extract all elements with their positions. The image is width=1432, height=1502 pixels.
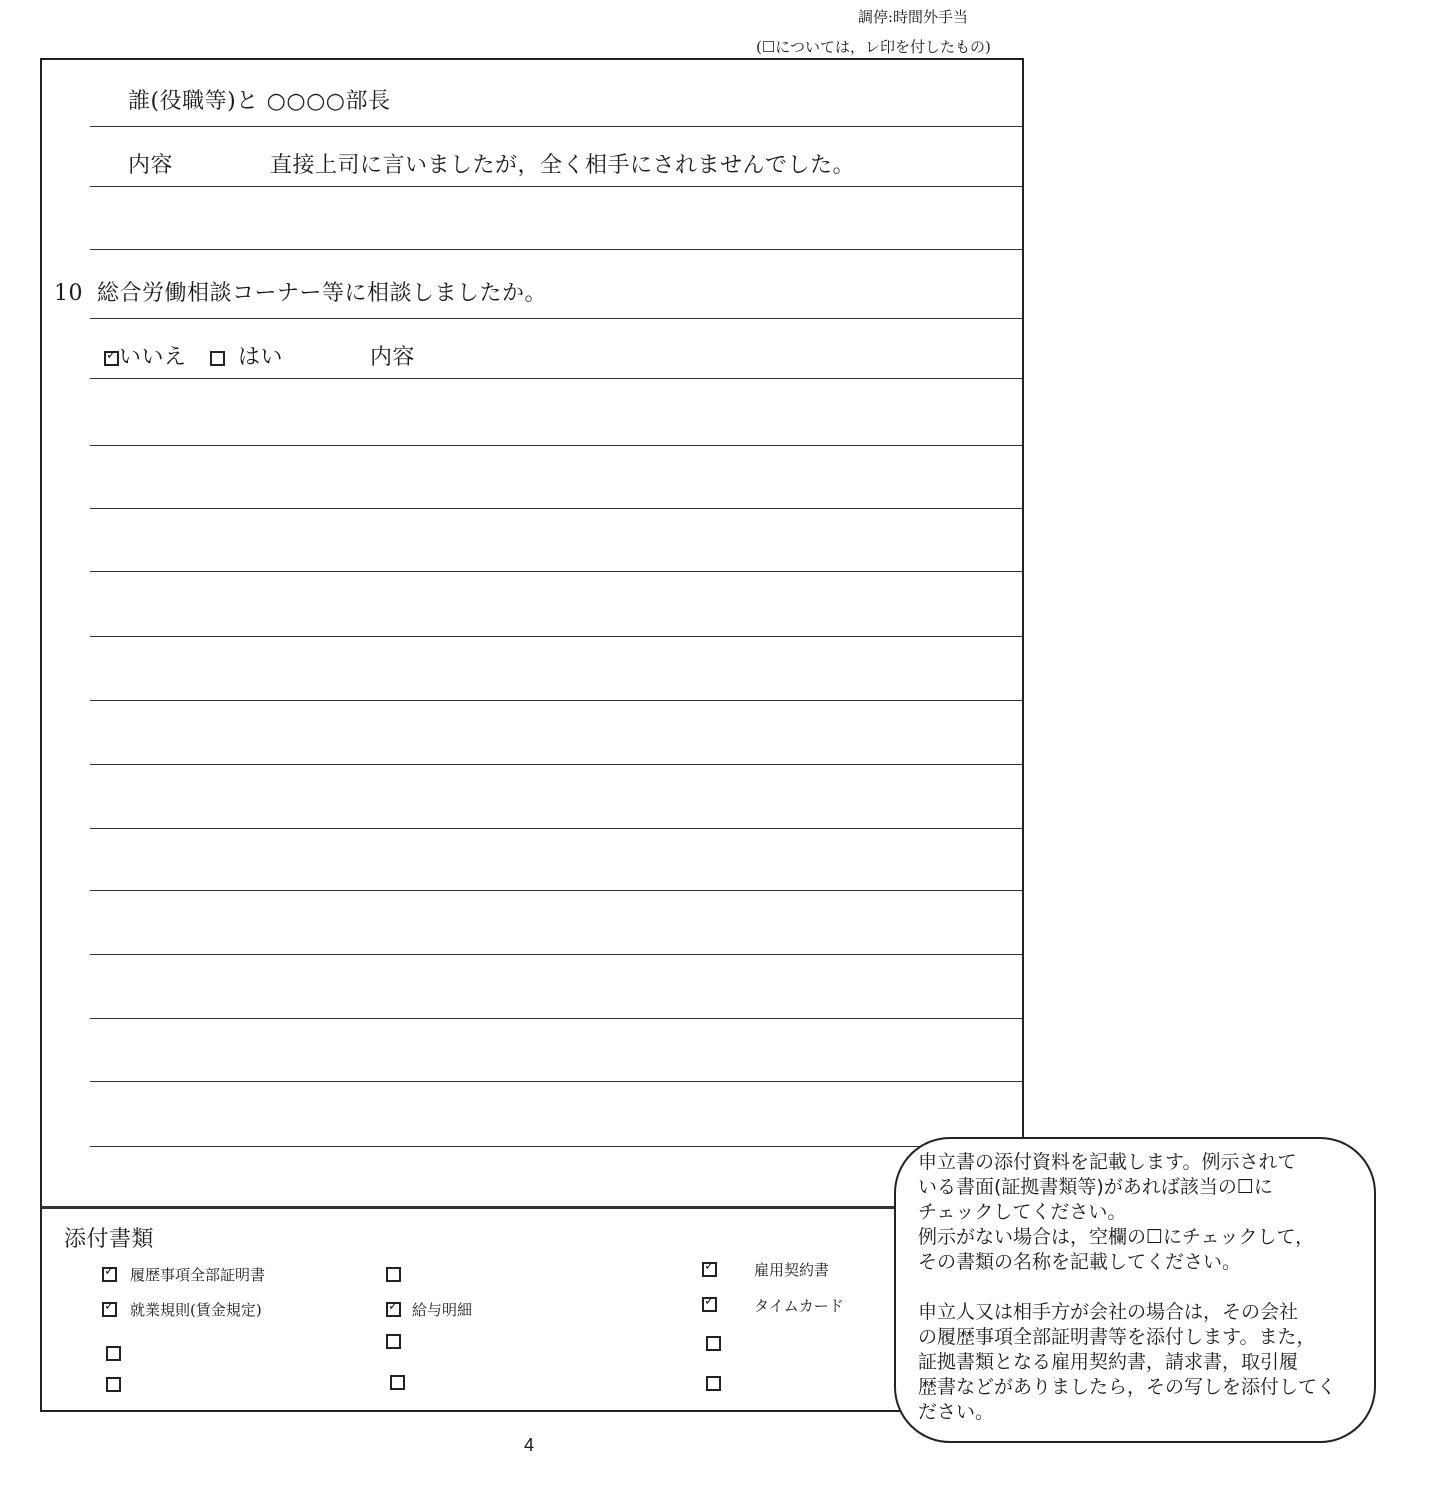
attachment-checkbox[interactable] bbox=[106, 1377, 121, 1392]
rule bbox=[90, 828, 1022, 829]
attachment-checkbox[interactable] bbox=[102, 1267, 117, 1282]
callout-line: 証拠書類となる雇用契約書，請求書，取引履 bbox=[918, 1351, 1299, 1373]
consult-content-label: 内容 bbox=[370, 345, 416, 370]
who-value[interactable]: ○○○○部長 bbox=[266, 89, 391, 114]
question-10 bbox=[54, 276, 547, 307]
attachment-label: 給与明細 bbox=[412, 1301, 473, 1319]
question-text: 総合労働相談コーナー等に相談しましたか。 bbox=[97, 281, 548, 306]
rule bbox=[90, 890, 1022, 891]
checkbox-note: (☐については，レ印を付したもの) bbox=[756, 38, 991, 56]
callout-line: その書類の名称を記載してください。 bbox=[918, 1251, 1242, 1273]
form-frame bbox=[40, 58, 1024, 1206]
rule bbox=[90, 954, 1022, 955]
checkbox-no[interactable] bbox=[104, 351, 119, 366]
attachment-checkbox[interactable] bbox=[386, 1267, 401, 1282]
callout-line: 例示がない場合は，空欄の☐にチェックして， bbox=[918, 1226, 1315, 1248]
attachments-heading: 添付書類 bbox=[64, 1227, 155, 1252]
who-label: 誰(役職等)と bbox=[128, 89, 259, 114]
attachment-label: 就業規則(賃金規定) bbox=[130, 1301, 262, 1319]
callout-line: ださい。 bbox=[918, 1401, 995, 1423]
attachment-checkbox[interactable] bbox=[702, 1297, 717, 1312]
content-value[interactable]: 直接上司に言いましたが，全く相手にされませんでした。 bbox=[270, 153, 856, 178]
attachment-checkbox[interactable] bbox=[106, 1346, 121, 1361]
attachment-label: タイムカード bbox=[754, 1297, 844, 1315]
attachment-label: 雇用契約書 bbox=[754, 1261, 830, 1279]
attachment-checkbox[interactable] bbox=[102, 1302, 117, 1317]
rule bbox=[90, 126, 1022, 127]
rule bbox=[90, 186, 1022, 187]
question-number: 10 bbox=[54, 281, 83, 306]
rule bbox=[90, 318, 1022, 319]
rule bbox=[90, 378, 1022, 379]
who-row bbox=[128, 84, 390, 115]
rule bbox=[90, 508, 1022, 509]
callout-line: いる書面(証拠書類等)があれば該当の☐に bbox=[918, 1176, 1273, 1198]
consult-options bbox=[104, 340, 283, 371]
callout-line: 申立書の添付資料を記載します。例示されて bbox=[918, 1151, 1297, 1173]
rule bbox=[90, 1081, 1022, 1082]
page-number: 4 bbox=[524, 1435, 535, 1455]
option-no-label: いいえ bbox=[119, 345, 187, 370]
rule bbox=[90, 1018, 1022, 1019]
attachment-checkbox[interactable] bbox=[386, 1302, 401, 1317]
attachment-checkbox[interactable] bbox=[702, 1262, 717, 1277]
rule bbox=[90, 764, 1022, 765]
attachment-checkbox[interactable] bbox=[706, 1336, 721, 1351]
content-label: 内容 bbox=[128, 153, 174, 178]
attachment-checkbox[interactable] bbox=[390, 1375, 405, 1390]
document-title: 調停:時間外手当 bbox=[858, 8, 969, 26]
rule bbox=[90, 700, 1022, 701]
rule bbox=[90, 636, 1022, 637]
callout-line: 歴書などがありましたら，その写しを添付してく bbox=[918, 1376, 1337, 1398]
option-yes-label: はい bbox=[238, 345, 284, 370]
rule bbox=[90, 1146, 1022, 1147]
attachment-checkbox[interactable] bbox=[706, 1376, 721, 1391]
callout-line: の履歴事項全部証明書等を添付します。また， bbox=[918, 1326, 1316, 1348]
rule bbox=[90, 571, 1022, 572]
checkbox-yes[interactable] bbox=[210, 351, 225, 366]
callout-line: 申立人又は相手方が会社の場合は，その会社 bbox=[918, 1301, 1299, 1323]
attachment-label: 履歴事項全部証明書 bbox=[130, 1266, 266, 1284]
callout-line: チェックしてください。 bbox=[918, 1201, 1127, 1223]
rule bbox=[90, 445, 1022, 446]
attachment-checkbox[interactable] bbox=[386, 1334, 401, 1349]
rule bbox=[90, 249, 1022, 250]
